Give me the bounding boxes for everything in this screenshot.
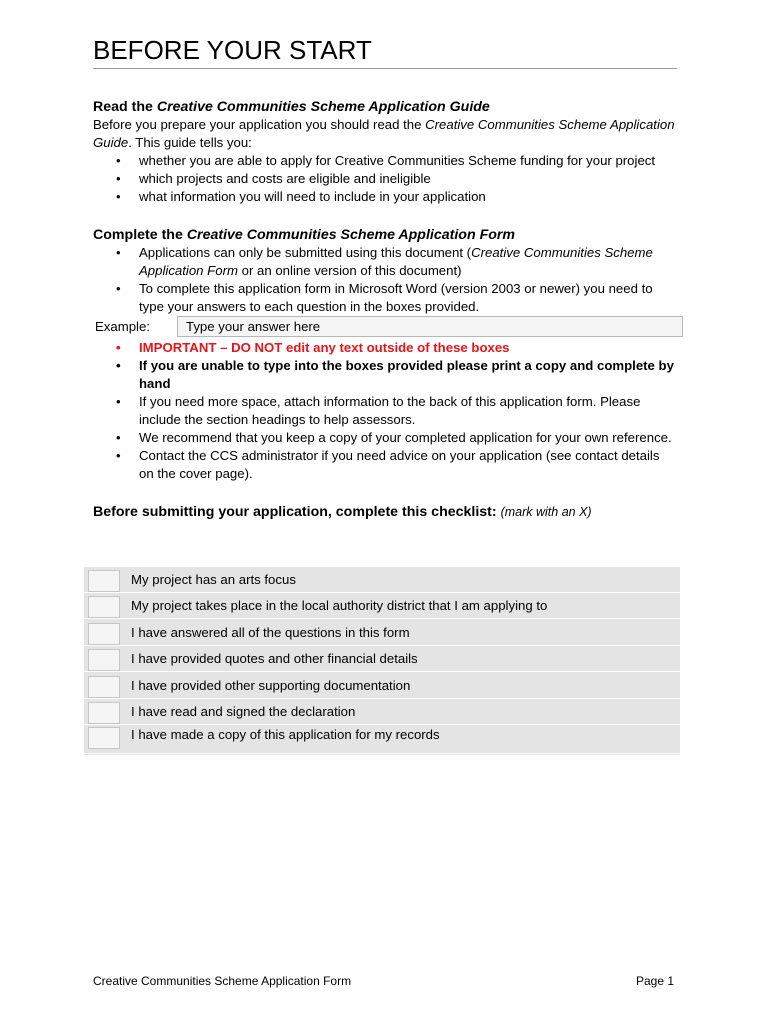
checklist-row — [84, 567, 680, 593]
guide-bullet-list — [93, 152, 677, 206]
instructions-bullet-list — [93, 339, 677, 483]
example-row — [93, 316, 677, 339]
checklist-heading — [93, 503, 677, 521]
checklist-checkbox[interactable] — [88, 649, 120, 671]
guide-intro-text-2: . This guide tells you: — [128, 135, 252, 150]
print-copy-instruction: • If you are unable to type into the boxes provided please print a copy and complete by hand — [93, 357, 677, 393]
important-warning: • IMPORTANT – DO NOT edit any text outside of these boxes — [93, 339, 677, 357]
form-bullet-italic: Creative Communities Scheme Application Form — [139, 245, 653, 278]
guide-heading-italic: Creative Communities Scheme Application Guide — [156, 99, 490, 115]
footer-document-title: Creative Communities Scheme Application Form — [93, 974, 352, 988]
form-heading-italic: Creative Communities Scheme Application Form — [186, 227, 516, 243]
checklist-item-label: I have provided quotes and other financial details — [131, 651, 418, 666]
checklist-row — [84, 673, 680, 699]
form-bullet: • To complete this application form in Microsoft Word (version 2003 or newer) you need to type your answers to each question in the boxes provided. — [93, 280, 677, 316]
checklist-heading-text: Before submitting your application, complete this checklist: — [93, 504, 497, 520]
checklist-item-label: I have made a copy of this application for my records — [131, 727, 440, 742]
example-label: Example: — [95, 319, 150, 334]
instruction-bullet: • Contact the CCS administrator if you need advice on your application (see contact details on the cover page). — [93, 447, 677, 483]
checklist-item-label: I have provided other supporting documentation — [131, 678, 411, 693]
guide-intro-italic: Creative Communities Scheme Application Guide — [93, 117, 675, 150]
form-heading-plain: Complete the — [93, 227, 187, 243]
checklist-note: (mark with an X) — [500, 505, 592, 519]
checklist-checkbox[interactable] — [88, 596, 120, 618]
checklist-row — [84, 699, 680, 725]
checklist-row — [84, 593, 680, 619]
checklist-item-label: My project takes place in the local authority district that I am applying to — [131, 598, 548, 613]
form-bullet-text-2: or an online version of this document) — [237, 263, 462, 278]
instruction-bullet: • We recommend that you keep a copy of your completed application for your own reference. — [93, 429, 677, 447]
checklist-checkbox[interactable] — [88, 676, 120, 698]
checklist-row — [84, 620, 680, 646]
guide-heading — [93, 98, 677, 116]
checklist-table — [84, 567, 680, 755]
checklist-item-label: I have read and signed the declaration — [131, 704, 356, 719]
checklist-checkbox[interactable] — [88, 623, 120, 645]
guide-bullet: • whether you are able to apply for Creative Communities Scheme funding for your project — [93, 152, 677, 170]
main-content — [93, 98, 677, 521]
checklist-checkbox[interactable] — [88, 727, 120, 749]
instruction-bullet: • If you need more space, attach information to the back of this application form. Please include the section headings to help assessors. — [93, 393, 677, 429]
guide-heading-plain: Read the — [93, 99, 157, 115]
checklist-item-label: I have answered all of the questions in this form — [131, 625, 410, 640]
form-heading — [93, 226, 677, 244]
form-bullet-text-1: Applications can only be submitted using this document ( — [139, 245, 472, 260]
checklist-checkbox[interactable] — [88, 570, 120, 592]
guide-intro — [93, 116, 677, 152]
form-bullet — [93, 244, 677, 280]
example-answer-box[interactable]: Type your answer here — [177, 316, 683, 337]
guide-bullet: • what information you will need to include in your application — [93, 188, 677, 206]
form-bullet-list — [93, 244, 677, 316]
guide-bullet: • which projects and costs are eligible and ineligible — [93, 170, 677, 188]
checklist-row — [84, 724, 680, 754]
guide-intro-text-1: Before you prepare your application you should read the — [93, 117, 426, 132]
checklist-row — [84, 646, 680, 672]
checklist-item-label: My project has an arts focus — [131, 572, 296, 587]
page-title: BEFORE YOUR START — [93, 34, 677, 69]
checklist-checkbox[interactable] — [88, 702, 120, 724]
footer-page-number: Page 1 — [636, 974, 675, 988]
